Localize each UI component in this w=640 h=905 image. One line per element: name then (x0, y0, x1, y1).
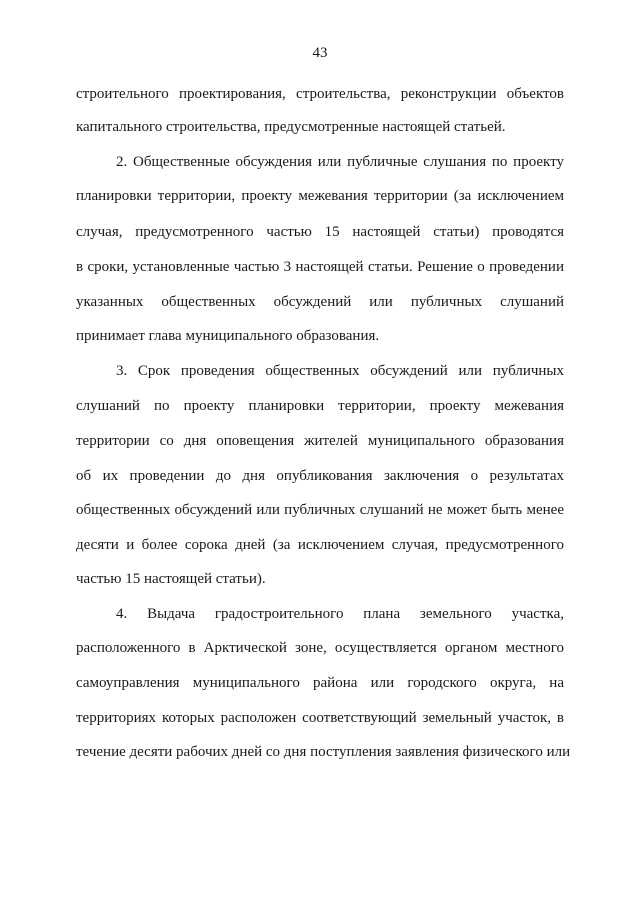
text-line: слушаний по проекту планировки территории, проекту межевания (76, 398, 564, 414)
text-line: территории со дня оповещения жителей муниципального образования (76, 433, 564, 449)
text-line: частью 15 настоящей статьи). (76, 571, 266, 587)
text-line: десяти и более сорока дней (за исключением случая, предусмотренного (76, 537, 564, 553)
text-line: в сроки, установленные частью 3 настоящей статьи. Решение о проведении (76, 259, 564, 275)
text-line: 4. Выдача градостроительного плана земельного участка, (116, 606, 564, 622)
text-line: об их проведении до дня опубликования заключения о результатах (76, 468, 564, 484)
text-line: территориях которых расположен соответствующий земельный участок, в (76, 710, 564, 726)
text-line: общественных обсуждений или публичных слушаний не может быть менее (76, 502, 564, 518)
text-line: течение десяти рабочих дней со дня поступления заявления физического или (76, 744, 571, 760)
text-line: расположенного в Арктической зоне, осуществляется органом местного (76, 640, 564, 656)
text-line: 2. Общественные обсуждения или публичные слушания по проекту (116, 154, 564, 170)
page-number: 43 (312, 45, 328, 61)
text-line: случая, предусмотренного частью 15 настоящей статьи) проводятся (76, 224, 564, 240)
text-line: 3. Срок проведения общественных обсуждений или публичных (116, 363, 564, 379)
text-line: капитального строительства, предусмотренные настоящей статьей. (76, 119, 506, 135)
text-line: строительного проектирования, строительства, реконструкции объектов (76, 86, 564, 102)
text-line: самоуправления муниципального района или городского округа, на (76, 675, 564, 691)
text-line: указанных общественных обсуждений или публичных слушаний (76, 294, 564, 310)
text-line: принимает глава муниципального образования. (76, 328, 380, 344)
text-line: планировки территории, проекту межевания территории (за исключением (76, 188, 564, 204)
